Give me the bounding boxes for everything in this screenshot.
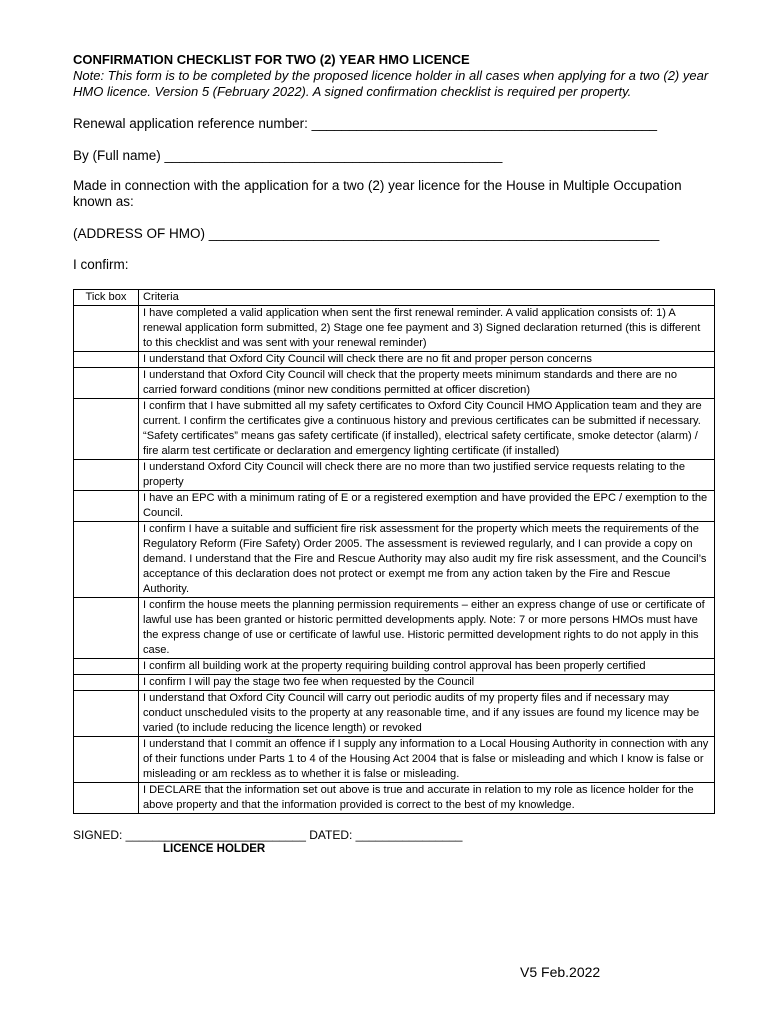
criteria-cell: I confirm I will pay the stage two fee when requested by the Council <box>139 675 715 691</box>
tick-box-cell[interactable] <box>74 691 139 737</box>
criteria-cell: I confirm that I have submitted all my safety certificates to Oxford City Council HMO Application team and they are current. I confirm the certificates give a continuous history and previous certificates can be submitted if necessary. “Safety certificates” means gas safety certificate (if installed), electrical safety certificate, smoke detector (alarm) / fire alarm test certificate or declaration and emergency lighting certificate (if installed) <box>139 399 715 460</box>
criteria-cell: I have an EPC with a minimum rating of E or a registered exemption and have provided the EPC / exemption to the Council. <box>139 491 715 522</box>
table-row <box>74 399 715 460</box>
tick-box-header: Tick box <box>74 290 139 306</box>
table-row <box>74 675 715 691</box>
criteria-cell: I confirm all building work at the property requiring building control approval has been properly certified <box>139 659 715 675</box>
tick-box-cell[interactable] <box>74 659 139 675</box>
criteria-header: Criteria <box>139 290 715 306</box>
criteria-cell: I understand that I commit an offence if I supply any information to a Local Housing Authority in connection with any of their functions under Parts 1 to 4 of the Housing Act 2004 that is false or misleading and which I know is false or misleading or am reckless as to whether it is false or misleading. <box>139 737 715 783</box>
criteria-cell: I confirm I have a suitable and sufficient fire risk assessment for the property which meets the requirements of the Regulatory Reform (Fire Safety) Order 2005. The assessment is reviewed regularly, and I can provide a copy on demand. I understand that the Fire and Rescue Authority may also audit my fire risk assessment, and the Council’s acceptance of this declaration does not protect or exempt me from any action taken by the Fire and Rescue Authority. <box>139 522 715 598</box>
tick-box-cell[interactable] <box>74 399 139 460</box>
confirmation-checklist-table <box>73 289 715 814</box>
document-title: CONFIRMATION CHECKLIST FOR TWO (2) YEAR HMO LICENCE <box>73 52 470 67</box>
table-row <box>74 491 715 522</box>
tick-box-cell[interactable] <box>74 783 139 814</box>
hmo-connection-text: Made in connection with the application for a two (2) year licence for the House in Multiple Occupation known as: <box>73 178 682 209</box>
table-row <box>74 460 715 491</box>
table-row <box>74 598 715 659</box>
criteria-cell: I understand that Oxford City Council will carry out periodic audits of my property files and if necessary may conduct unscheduled visits to the property at any reasonable time, and if any issues are found my licence may be varied (to include reducing the licence length) or revoked <box>139 691 715 737</box>
table-row <box>74 783 715 814</box>
criteria-cell: I understand that Oxford City Council will check that the property meets minimum standards and there are no carried forward conditions (minor new conditions permitted at officer discretion) <box>139 368 715 399</box>
tick-box-cell[interactable] <box>74 491 139 522</box>
licence-holder-label: LICENCE HOLDER <box>163 843 266 855</box>
criteria-cell: I understand Oxford City Council will check there are no more than two justified service requests relating to the property <box>139 460 715 491</box>
criteria-cell: I have completed a valid application when sent the first renewal reminder. A valid application consists of: 1) A renewal application form submitted, 2) Stage one fee payment and 3) Signed declaration returned (this is different to this checklist and was sent with your renewal reminder) <box>139 306 715 352</box>
tick-box-cell[interactable] <box>74 352 139 368</box>
criteria-cell: I DECLARE that the information set out above is true and accurate in relation to my role as licence holder for the above property and that the information provided is correct to the best of my knowledge. <box>139 783 715 814</box>
tick-box-cell[interactable] <box>74 737 139 783</box>
table-row <box>74 352 715 368</box>
signature-date-line[interactable]: SIGNED: ___________________________ DATED: ________________ <box>73 828 463 842</box>
version-footer: V5 Feb.2022 <box>520 964 601 980</box>
table-row <box>74 737 715 783</box>
tick-box-cell[interactable] <box>74 598 139 659</box>
tick-box-cell[interactable] <box>74 675 139 691</box>
table-row <box>74 691 715 737</box>
table-header-row <box>74 290 715 306</box>
table-row <box>74 659 715 675</box>
table-row <box>74 522 715 598</box>
table-row <box>74 306 715 352</box>
criteria-cell: I confirm the house meets the planning permission requirements – either an express change of use or certificate of lawful use has been granted or historic permitted developments apply. Note: 7 or more persons HMOs must have the express change of use or certificate of lawful use. Historic permitted development rights to do not apply in this case. <box>139 598 715 659</box>
full-name-field[interactable]: By (Full name) _____________________________________________ <box>73 148 503 163</box>
i-confirm-label: I confirm: <box>73 257 129 272</box>
criteria-cell: I understand that Oxford City Council will check there are no fit and proper person concerns <box>139 352 715 368</box>
document-page <box>73 50 718 856</box>
hmo-address-field[interactable]: (ADDRESS OF HMO) ____________________________________________________________ <box>73 226 660 241</box>
renewal-reference-field[interactable]: Renewal application reference number: ______________________________________________ <box>73 116 658 131</box>
tick-box-cell[interactable] <box>74 368 139 399</box>
tick-box-cell[interactable] <box>74 522 139 598</box>
table-row <box>74 368 715 399</box>
form-note: Note: This form is to be completed by the proposed licence holder in all cases when applying for a two (2) year HMO licence. Version 5 (February 2022). A signed confirmation checklist is required per property. <box>73 68 709 99</box>
tick-box-cell[interactable] <box>74 460 139 491</box>
tick-box-cell[interactable] <box>74 306 139 352</box>
